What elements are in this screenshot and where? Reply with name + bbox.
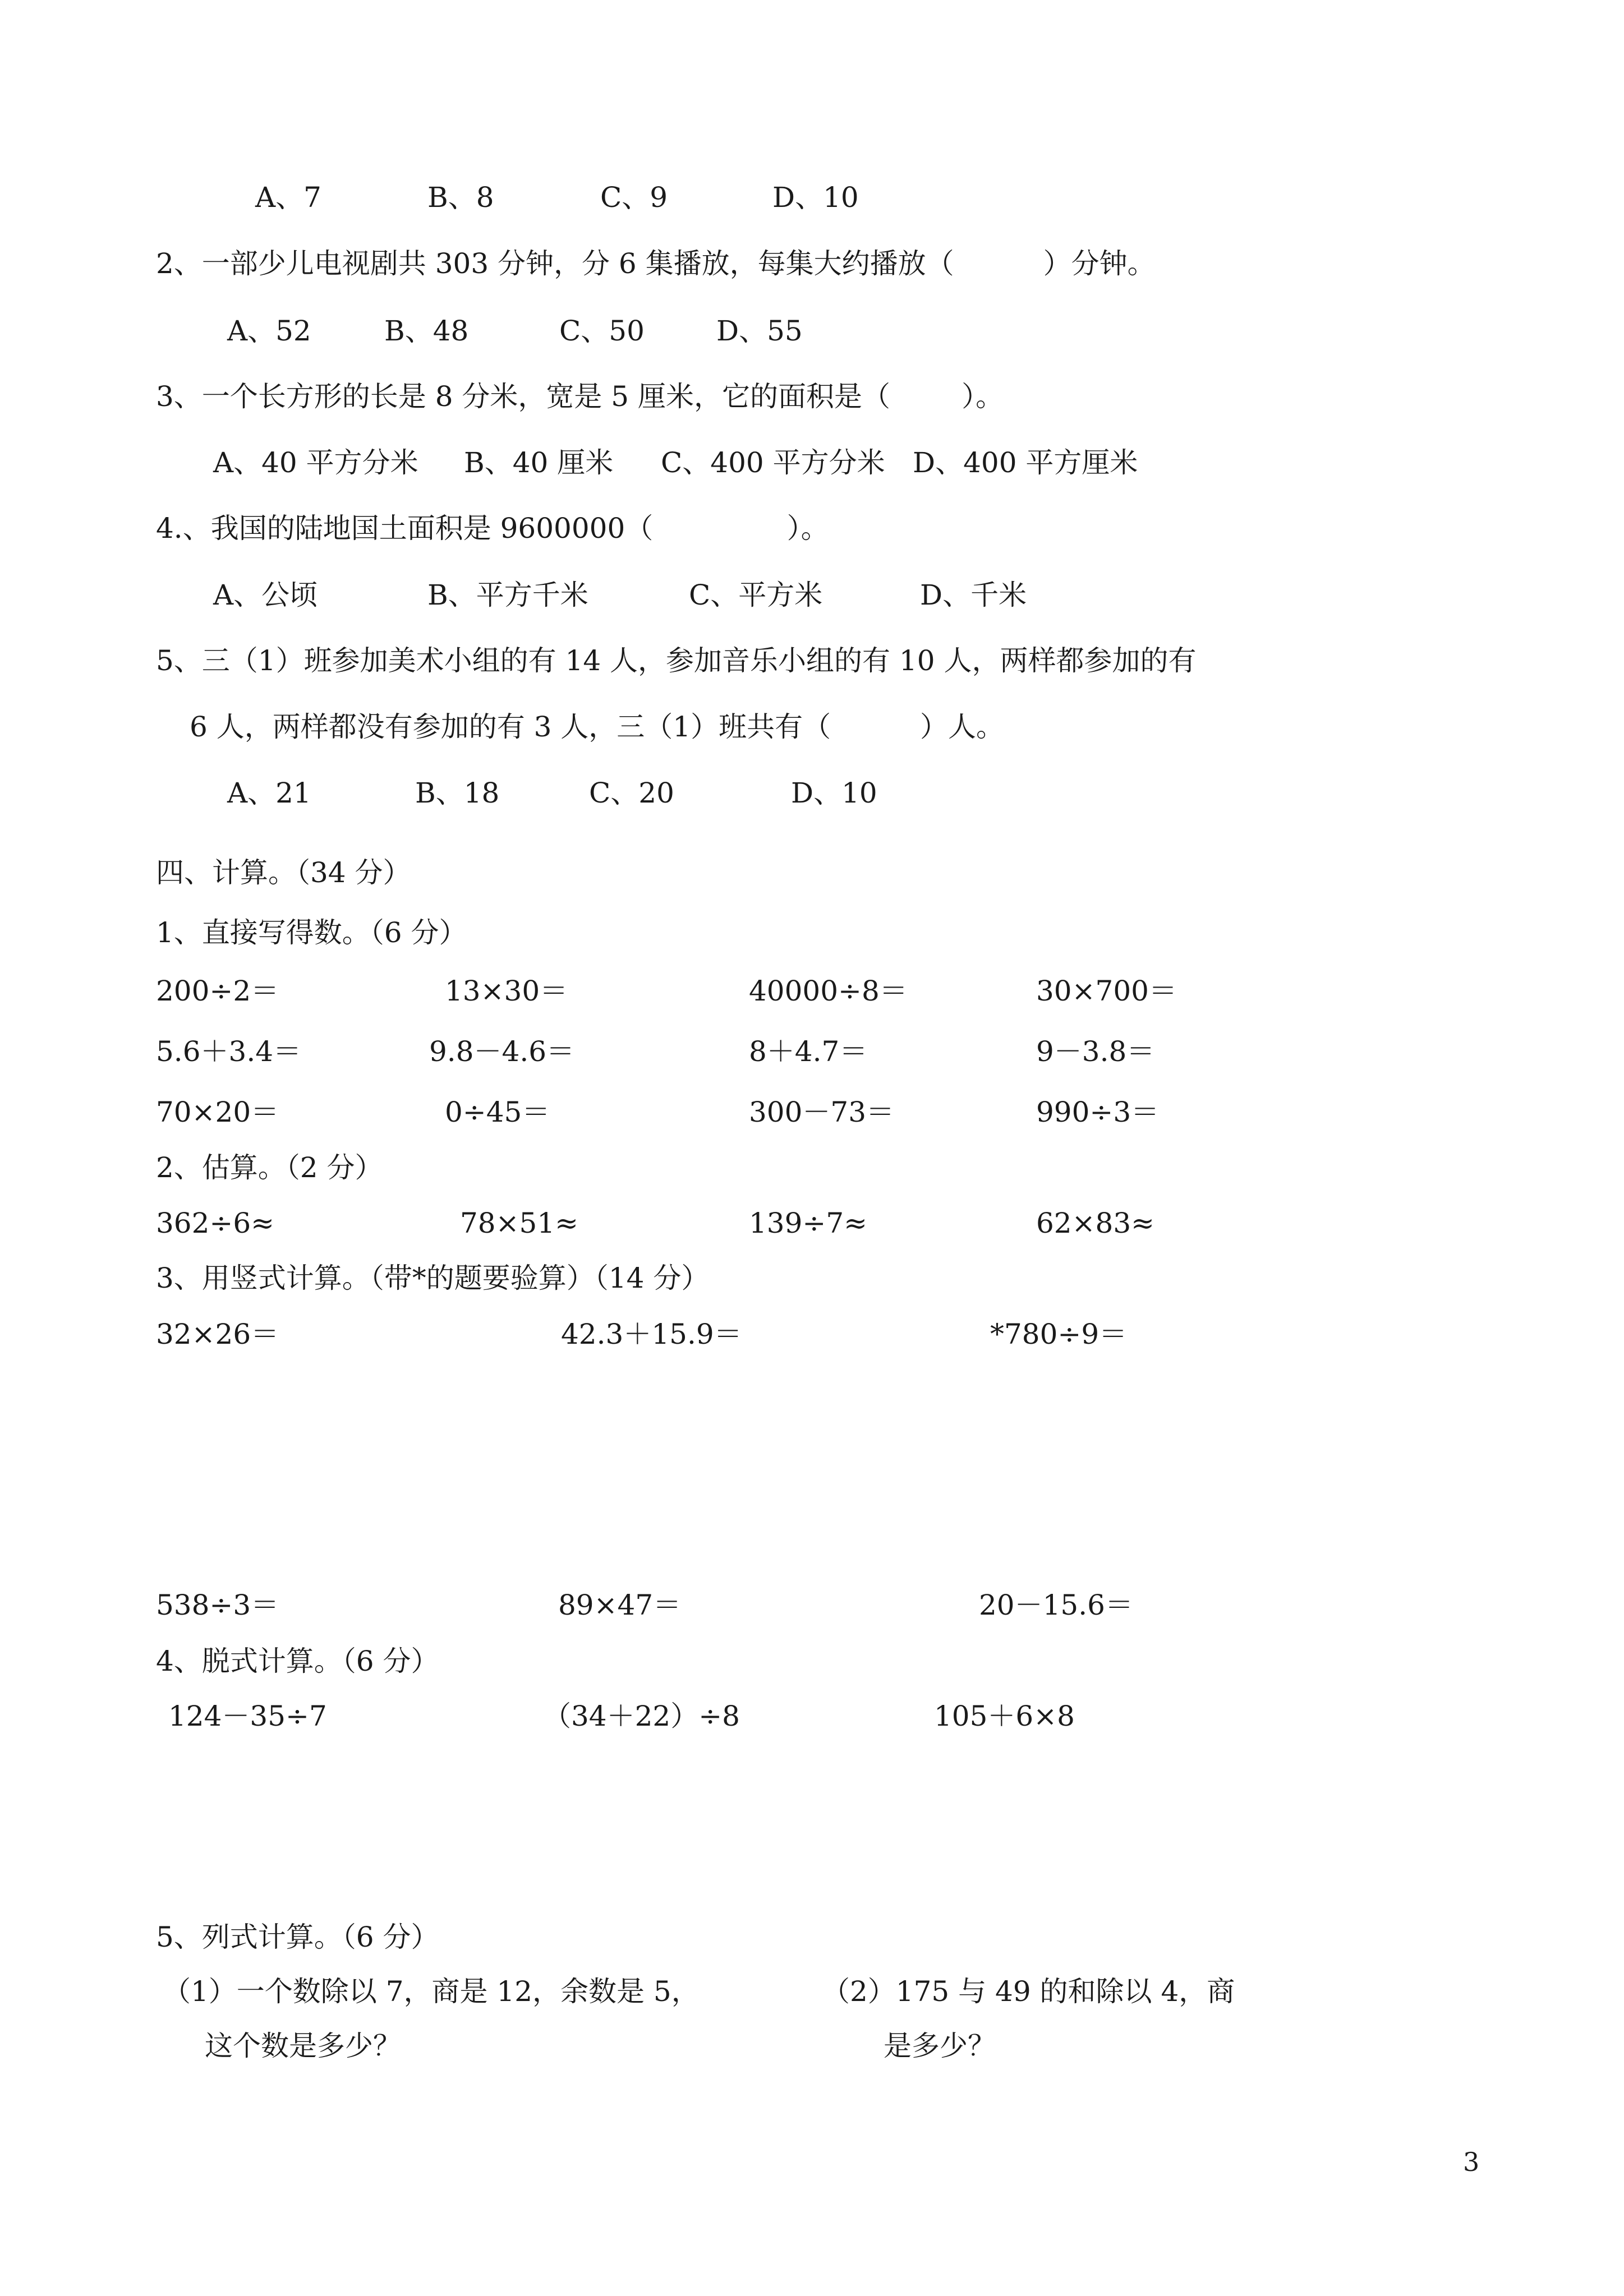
q5-option-c: C、20 — [589, 777, 674, 809]
q5-option-d: D、10 — [791, 777, 877, 809]
section4-title: 四、计算。（34 分） — [156, 856, 411, 889]
vertical-calc-problem: 538÷3＝ — [156, 1589, 279, 1621]
q2-option-a: A、52 — [227, 315, 311, 347]
part4-title: 4、脱式计算。（6 分） — [156, 1645, 439, 1677]
vertical-calc-problem: 20－15.6＝ — [979, 1589, 1133, 1621]
vertical-calc-problem: 89×47＝ — [558, 1589, 682, 1621]
q5-option-a: A、21 — [227, 777, 311, 809]
stepwise-problem: 105＋6×8 — [934, 1700, 1075, 1732]
oral-problem: 9.8－4.6＝ — [429, 1035, 575, 1068]
part3-title: 3、用竖式计算。（带*的题要验算）（14 分） — [156, 1262, 710, 1294]
q2-text: 2、一部少儿电视剧共 303 分钟，分 6 集播放，每集大约播放（ ）分钟。 — [156, 247, 1156, 280]
estimate-problem: 362÷6≈ — [156, 1207, 275, 1239]
estimate-problem: 139÷7≈ — [749, 1207, 868, 1239]
q3-option-c: C、400 平方分米 — [661, 446, 885, 479]
word-problem-2-line2: 是多少？ — [884, 2030, 996, 2062]
oral-problem: 30×700＝ — [1036, 975, 1177, 1007]
word-problem-1-line1: （1）一个数除以 7，商是 12，余数是 5， — [163, 1975, 700, 2008]
q2-option-d: D、55 — [716, 315, 803, 347]
oral-problem: 5.6＋3.4＝ — [156, 1035, 302, 1068]
estimate-problem: 62×83≈ — [1036, 1207, 1155, 1239]
q4-option-b: B、平方千米 — [427, 579, 588, 611]
q4-option-d: D、千米 — [920, 579, 1027, 611]
q1-option-b: B、8 — [427, 181, 494, 214]
vertical-calc-problem: 42.3＋15.9＝ — [561, 1318, 742, 1350]
q2-option-b: B、48 — [384, 315, 469, 347]
part2-title: 2、估算。（2 分） — [156, 1151, 383, 1184]
q4-option-c: C、平方米 — [689, 579, 823, 611]
q1-option-c: C、9 — [600, 181, 668, 214]
q3-option-b: B、40 厘米 — [464, 446, 614, 479]
q1-option-d: D、10 — [772, 181, 859, 214]
stepwise-problem: 124－35÷7 — [168, 1700, 327, 1732]
word-problem-1-line2: 这个数是多少？ — [205, 2030, 401, 2062]
oral-problem: 200÷2＝ — [156, 975, 279, 1007]
q5-option-b: B、18 — [415, 777, 500, 809]
page-number: 3 — [1463, 2147, 1480, 2177]
q3-option-d: D、400 平方厘米 — [913, 446, 1138, 479]
oral-problem: 40000÷8＝ — [749, 975, 908, 1007]
oral-problem: 990÷3＝ — [1036, 1096, 1160, 1128]
oral-problem: 300－73＝ — [749, 1096, 895, 1128]
q4-text: 4.、我国的陆地国土面积是 9600000（ ）。 — [156, 512, 829, 545]
oral-problem: 70×20＝ — [156, 1096, 279, 1128]
oral-problem: 9－3.8＝ — [1036, 1035, 1155, 1068]
stepwise-problem: （34＋22）÷8 — [543, 1700, 740, 1732]
q3-text: 3、一个长方形的长是 8 分米，宽是 5 厘米，它的面积是（ ）。 — [156, 380, 1004, 413]
oral-problem: 13×30＝ — [445, 975, 568, 1007]
q2-option-c: C、50 — [559, 315, 645, 347]
q5-text-line2: 6 人，两样都没有参加的有 3 人，三（1）班共有（ ）人。 — [190, 711, 1005, 743]
estimate-problem: 78×51≈ — [460, 1207, 579, 1239]
q1-option-a: A、7 — [255, 181, 321, 214]
q3-option-a: A、40 平方分米 — [213, 446, 418, 479]
oral-problem: 8＋4.7＝ — [749, 1035, 868, 1068]
part1-title: 1、直接写得数。（6 分） — [156, 916, 467, 949]
vertical-calc-problem: *780÷9＝ — [990, 1318, 1128, 1350]
oral-problem: 0÷45＝ — [445, 1096, 550, 1128]
word-problem-2-line1: （2）175 与 49 的和除以 4，商 — [822, 1975, 1235, 2008]
vertical-calc-problem: 32×26＝ — [156, 1318, 279, 1350]
q5-text-line1: 5、三（1）班参加美术小组的有 14 人，参加音乐小组的有 10 人，两样都参加的有 — [156, 644, 1197, 677]
q4-option-a: A、公顷 — [213, 579, 318, 611]
part5-title: 5、列式计算。（6 分） — [156, 1921, 439, 1953]
